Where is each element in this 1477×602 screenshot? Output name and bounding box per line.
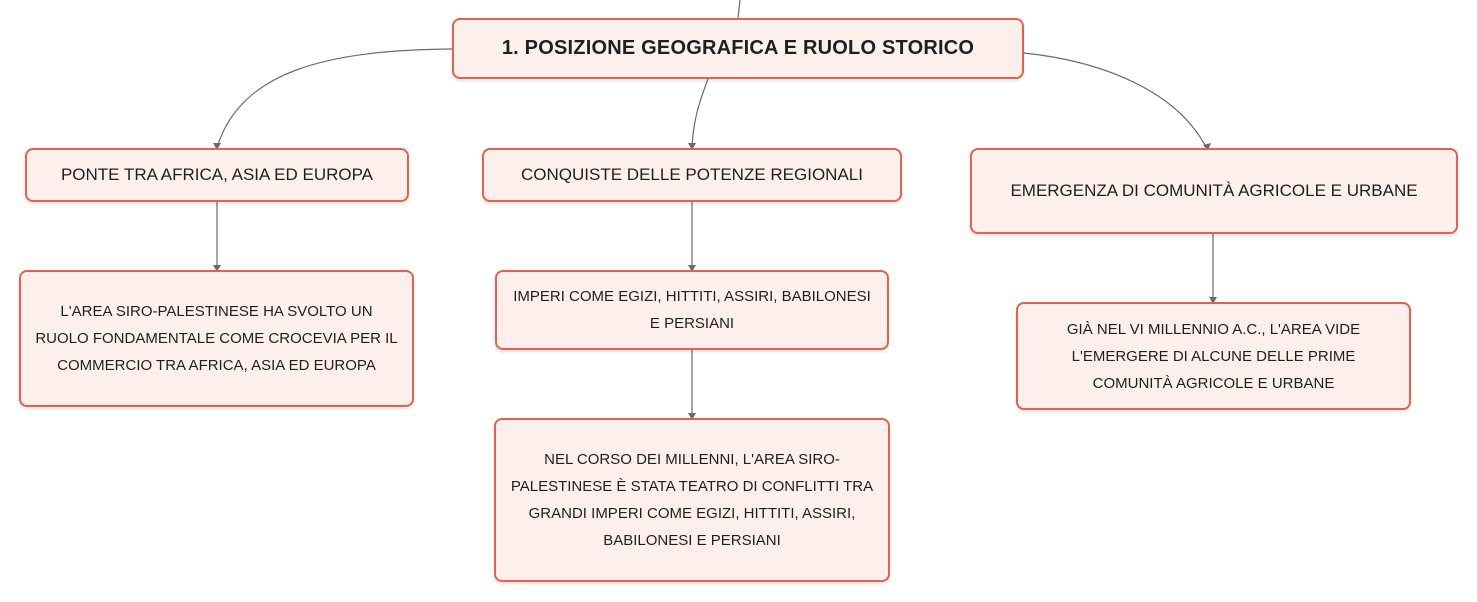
branch-node-communities[interactable] (970, 148, 1458, 234)
connector-root-to-branch-3 (1024, 53, 1207, 149)
detail-node-crossroads[interactable] (19, 270, 414, 407)
detail-text: L'AREA SIRO-PALESTINESE HA SVOLTO UN RUOLO FONDAMENTALE COME CROCEVIA PER IL COMMERCIO TRA AFRICA, ASIA ED EUROPA (35, 303, 398, 374)
detail-node-empires[interactable] (495, 270, 889, 350)
detail-node-conflicts[interactable] (494, 418, 890, 582)
detail-text: IMPERI COME EGIZI, HITTITI, ASSIRI, BABILONESI E PERSIANI (513, 288, 871, 332)
connector-root-to-branch-2 (692, 79, 708, 148)
branch-node-conquests[interactable] (482, 148, 902, 202)
connector-parent-to-root (738, 0, 740, 18)
branch-label: CONQUISTE DELLE POTENZE REGIONALI (521, 165, 863, 184)
branch-node-bridge[interactable] (25, 148, 409, 202)
detail-node-first-communities[interactable] (1016, 302, 1411, 410)
detail-text: NEL CORSO DEI MILLENNI, L'AREA SIRO-PALESTINESE È STATA TEATRO DI CONFLITTI TRA GRANDI IMPERI COME EGIZI, HITTITI, ASSIRI, BABILONESI E PERSIANI (510, 451, 874, 549)
branch-label: PONTE TRA AFRICA, ASIA ED EUROPA (60, 165, 374, 184)
connector-root-to-branch-1 (217, 49, 452, 148)
detail-text: GIÀ NEL VI MILLENNIO A.C., L'AREA VIDE L'EMERGERE DI ALCUNE DELLE PRIME COMUNITÀ AGRICOLE E URBANE (1066, 320, 1361, 392)
branch-label: EMERGENZA DI COMUNITÀ AGRICOLE E URBANE (1010, 181, 1418, 200)
root-label: 1. POSIZIONE GEOGRAFICA E RUOLO STORICO (501, 37, 975, 59)
root-node[interactable] (452, 18, 1024, 79)
